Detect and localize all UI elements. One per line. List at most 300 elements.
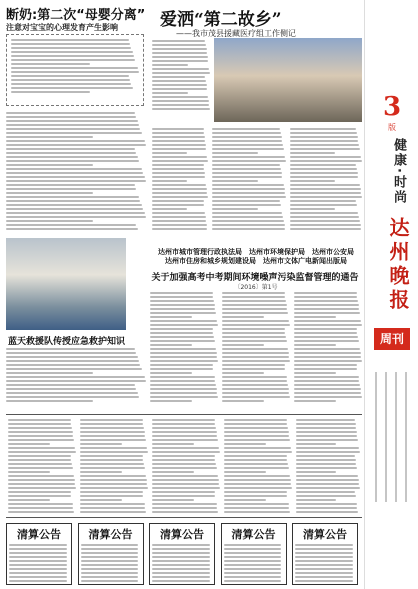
text-line-placeholder — [8, 455, 71, 457]
text-line-placeholder — [9, 556, 67, 558]
text-line-placeholder — [6, 200, 140, 202]
text-line-placeholder — [6, 380, 146, 382]
text-line-placeholder — [152, 552, 210, 554]
text-line-placeholder — [224, 459, 287, 461]
text-line-placeholder — [224, 568, 282, 570]
text-line-placeholder — [224, 503, 289, 505]
text-line-placeholder — [222, 304, 287, 306]
text-line-placeholder — [152, 548, 210, 550]
text-line-placeholder — [222, 368, 285, 370]
text-line-placeholder — [8, 495, 71, 497]
text-line-placeholder — [6, 204, 142, 206]
text-line-placeholder — [212, 200, 280, 202]
text-line-placeholder — [11, 55, 134, 57]
text-line-placeholder — [222, 376, 287, 378]
text-line-placeholder — [152, 196, 208, 198]
text-line-placeholder — [152, 483, 219, 485]
text-line-placeholder — [6, 152, 136, 154]
text-line-placeholder — [296, 423, 356, 425]
text-line-placeholder — [290, 212, 358, 214]
text-line-placeholder — [224, 463, 288, 465]
text-line-placeholder — [81, 580, 139, 582]
text-line-placeholder — [222, 332, 285, 334]
text-line-placeholder — [6, 352, 136, 354]
text-line-placeholder — [294, 312, 360, 314]
text-line-placeholder — [224, 431, 289, 433]
text-line-placeholder — [152, 64, 188, 66]
text-line-placeholder — [222, 360, 290, 362]
text-line-placeholder — [11, 51, 133, 53]
clearing-notice-title: 清算公告 — [303, 528, 347, 541]
text-line-placeholder — [224, 544, 282, 546]
text-line-placeholder — [290, 152, 335, 154]
text-line-placeholder — [296, 439, 358, 441]
text-line-placeholder — [152, 471, 194, 473]
text-line-placeholder — [9, 564, 67, 566]
text-line-placeholder — [152, 136, 205, 138]
text-line-placeholder — [8, 427, 72, 429]
text-line-placeholder — [152, 128, 204, 130]
text-line-placeholder — [8, 447, 75, 449]
text-line-placeholder — [6, 120, 138, 122]
text-line-placeholder — [294, 360, 362, 362]
text-line-placeholder — [150, 400, 192, 402]
text-line-placeholder — [80, 443, 122, 445]
text-line-placeholder — [296, 435, 357, 437]
text-line-placeholder — [152, 204, 204, 206]
body-text-placeholder — [9, 544, 69, 585]
text-line-placeholder — [294, 316, 336, 318]
body-text-placeholder — [222, 292, 290, 404]
text-line-placeholder — [224, 439, 290, 441]
text-line-placeholder — [150, 352, 217, 354]
feature-photo — [214, 38, 362, 122]
text-line-placeholder — [212, 168, 281, 170]
text-line-placeholder — [80, 419, 143, 421]
text-line-placeholder — [150, 360, 218, 362]
text-line-placeholder — [290, 136, 358, 138]
text-line-placeholder — [222, 396, 290, 398]
text-line-placeholder — [294, 292, 357, 294]
text-line-placeholder — [8, 443, 50, 445]
text-line-placeholder — [6, 184, 135, 186]
text-line-placeholder — [296, 447, 359, 449]
text-line-placeholder — [212, 180, 258, 182]
text-line-placeholder — [150, 348, 216, 350]
feature-col-3 — [290, 128, 362, 236]
rescue-team-photo — [6, 238, 126, 330]
text-line-placeholder — [152, 180, 187, 182]
text-line-placeholder — [6, 180, 146, 182]
text-line-placeholder — [6, 220, 93, 222]
notice-col-1 — [150, 292, 218, 408]
text-line-placeholder — [290, 196, 362, 198]
text-line-placeholder — [295, 564, 353, 566]
text-line-placeholder — [222, 392, 289, 394]
text-line-placeholder — [80, 455, 143, 457]
text-line-placeholder — [212, 188, 285, 190]
text-line-placeholder — [295, 556, 353, 558]
text-line-placeholder — [6, 216, 146, 218]
text-line-placeholder — [222, 400, 264, 402]
text-line-placeholder — [294, 364, 357, 366]
text-line-placeholder — [290, 208, 335, 210]
text-line-placeholder — [150, 384, 216, 386]
classified-col-5 — [296, 419, 360, 515]
text-line-placeholder — [296, 503, 357, 505]
text-line-placeholder — [152, 459, 215, 461]
text-line-placeholder — [6, 164, 93, 166]
text-line-placeholder — [6, 212, 145, 214]
text-line-placeholder — [152, 80, 206, 82]
text-line-placeholder — [224, 467, 289, 469]
text-line-placeholder — [152, 76, 205, 78]
text-line-placeholder — [152, 208, 187, 210]
text-line-placeholder — [222, 328, 285, 330]
body-text-placeholder — [6, 348, 146, 404]
body-text-placeholder — [81, 544, 141, 585]
text-line-placeholder — [222, 320, 289, 322]
clearing-notice-title: 清算公告 — [231, 528, 276, 541]
text-line-placeholder — [8, 475, 74, 477]
text-line-placeholder — [152, 44, 206, 46]
text-line-placeholder — [222, 348, 288, 350]
text-line-placeholder — [224, 495, 287, 497]
text-line-placeholder — [212, 216, 283, 218]
text-line-placeholder — [294, 352, 361, 354]
body-text-placeholder — [8, 419, 76, 515]
text-line-placeholder — [212, 208, 258, 210]
text-line-placeholder — [9, 544, 67, 546]
text-line-placeholder — [80, 475, 146, 477]
text-line-placeholder — [296, 483, 359, 485]
text-line-placeholder — [296, 499, 336, 501]
text-line-placeholder — [212, 184, 284, 186]
text-line-placeholder — [212, 152, 258, 154]
text-line-placeholder — [80, 487, 148, 489]
text-line-placeholder — [150, 320, 217, 322]
text-line-placeholder — [296, 431, 357, 433]
text-line-placeholder — [6, 132, 142, 134]
text-line-placeholder — [224, 584, 257, 585]
classified-col-4 — [224, 419, 292, 515]
text-line-placeholder — [290, 172, 358, 174]
text-line-placeholder — [296, 419, 355, 421]
body-text-placeholder — [290, 128, 362, 232]
text-line-placeholder — [152, 584, 185, 585]
text-line-placeholder — [80, 431, 145, 433]
text-line-placeholder — [150, 392, 217, 394]
text-line-placeholder — [224, 427, 288, 429]
text-line-placeholder — [9, 568, 67, 570]
text-line-placeholder — [294, 380, 359, 382]
section-tag: 周刊 — [374, 328, 410, 350]
text-line-placeholder — [375, 372, 377, 502]
rescue-article-body — [6, 348, 146, 408]
text-line-placeholder — [224, 548, 282, 550]
text-line-placeholder — [6, 224, 136, 226]
text-line-placeholder — [212, 196, 286, 198]
text-line-placeholder — [150, 296, 213, 298]
text-line-placeholder — [11, 71, 139, 73]
masthead — [364, 0, 418, 589]
text-line-placeholder — [290, 148, 360, 150]
text-line-placeholder — [80, 451, 148, 453]
text-line-placeholder — [152, 212, 205, 214]
text-line-placeholder — [152, 479, 219, 481]
text-line-placeholder — [224, 483, 291, 485]
text-line-placeholder — [6, 348, 135, 350]
feature-col-2 — [212, 128, 286, 236]
text-line-placeholder — [290, 204, 357, 206]
body-text-placeholder — [224, 419, 292, 515]
text-line-placeholder — [294, 384, 360, 386]
text-line-placeholder — [290, 176, 358, 178]
intro-text-placeholder — [11, 39, 139, 95]
text-line-placeholder — [8, 435, 73, 437]
notice-col-3 — [294, 292, 362, 408]
text-line-placeholder — [295, 572, 353, 574]
rescue-article-title: 蓝天救援队传授应急救护知识 — [8, 337, 126, 347]
text-line-placeholder — [152, 556, 210, 558]
text-line-placeholder — [290, 180, 335, 182]
text-line-placeholder — [80, 435, 145, 437]
text-line-placeholder — [152, 68, 209, 70]
text-line-placeholder — [6, 128, 140, 130]
text-line-placeholder — [224, 491, 287, 493]
text-line-placeholder — [8, 499, 50, 501]
text-line-placeholder — [81, 544, 139, 546]
clearing-notice-title: 清算公告 — [160, 528, 204, 541]
text-line-placeholder — [294, 368, 357, 370]
text-line-placeholder — [295, 544, 353, 546]
text-line-placeholder — [152, 144, 206, 146]
text-line-placeholder — [222, 296, 285, 298]
text-line-placeholder — [152, 100, 209, 102]
text-line-placeholder — [296, 495, 356, 497]
text-line-placeholder — [212, 224, 285, 226]
text-line-placeholder — [152, 455, 215, 457]
text-line-placeholder — [9, 584, 42, 585]
text-line-placeholder — [150, 388, 217, 390]
text-line-placeholder — [224, 576, 282, 578]
text-line-placeholder — [150, 312, 216, 314]
text-line-placeholder — [224, 443, 266, 445]
text-line-placeholder — [152, 96, 208, 98]
text-line-placeholder — [152, 564, 210, 566]
text-line-placeholder — [6, 160, 139, 162]
text-line-placeholder — [152, 88, 207, 90]
text-line-placeholder — [385, 372, 387, 502]
text-line-placeholder — [224, 552, 282, 554]
text-line-placeholder — [222, 312, 288, 314]
text-line-placeholder — [294, 328, 357, 330]
text-line-placeholder — [290, 228, 361, 230]
text-line-placeholder — [11, 47, 131, 49]
text-line-placeholder — [8, 439, 74, 441]
text-line-placeholder — [152, 580, 210, 582]
text-line-placeholder — [6, 136, 93, 138]
text-line-placeholder — [152, 467, 217, 469]
text-line-placeholder — [6, 112, 135, 114]
text-line-placeholder — [150, 328, 213, 330]
text-line-placeholder — [6, 356, 138, 358]
text-line-placeholder — [152, 216, 206, 218]
text-line-placeholder — [81, 564, 139, 566]
text-line-placeholder — [11, 83, 131, 85]
article-body-weaning — [6, 112, 146, 232]
text-line-placeholder — [80, 471, 122, 473]
text-line-placeholder — [224, 487, 292, 489]
text-line-placeholder — [152, 192, 207, 194]
text-line-placeholder — [294, 300, 358, 302]
body-text-placeholder — [152, 419, 220, 515]
text-line-placeholder — [11, 91, 90, 93]
text-line-placeholder — [290, 164, 356, 166]
text-line-placeholder — [6, 376, 145, 378]
text-line-placeholder — [6, 400, 93, 402]
text-line-placeholder — [295, 576, 353, 578]
text-line-placeholder — [150, 304, 215, 306]
body-text-placeholder — [294, 292, 362, 404]
text-line-placeholder — [152, 499, 194, 501]
text-line-placeholder — [152, 463, 216, 465]
text-line-placeholder — [6, 192, 93, 194]
text-line-placeholder — [295, 552, 353, 554]
text-line-placeholder — [150, 340, 215, 342]
text-line-placeholder — [80, 459, 143, 461]
text-line-placeholder — [224, 451, 292, 453]
text-line-placeholder — [9, 552, 67, 554]
text-line-placeholder — [9, 560, 67, 562]
feature-col-1 — [152, 128, 208, 236]
text-line-placeholder — [152, 228, 207, 230]
text-line-placeholder — [152, 220, 206, 222]
notice-title: 关于加强高考中考期间环境噪声污染监督管理的通告 — [151, 273, 359, 283]
text-line-placeholder — [222, 324, 290, 326]
text-line-placeholder — [81, 548, 139, 550]
text-line-placeholder — [212, 220, 284, 222]
text-line-placeholder — [81, 576, 139, 578]
text-line-placeholder — [294, 308, 359, 310]
text-line-placeholder — [150, 380, 215, 382]
text-line-placeholder — [152, 544, 210, 546]
text-line-placeholder — [290, 132, 357, 134]
text-line-placeholder — [11, 75, 129, 77]
text-line-placeholder — [150, 324, 218, 326]
text-line-placeholder — [80, 499, 122, 501]
text-line-placeholder — [224, 564, 282, 566]
text-line-placeholder — [80, 463, 144, 465]
notice-number: 〔2016〕第1号 — [234, 284, 278, 291]
feature-intro — [152, 40, 210, 120]
feature-subtitle: ——我市茂县援藏医疗组工作侧记 — [176, 29, 296, 38]
text-line-placeholder — [6, 168, 142, 170]
text-line-placeholder — [80, 483, 147, 485]
body-text-placeholder — [224, 544, 284, 585]
text-line-placeholder — [290, 184, 360, 186]
text-line-placeholder — [290, 188, 361, 190]
text-line-placeholder — [212, 148, 284, 150]
text-line-placeholder — [6, 372, 93, 374]
text-line-placeholder — [152, 572, 210, 574]
notice-col-2 — [222, 292, 290, 408]
text-line-placeholder — [224, 499, 266, 501]
text-line-placeholder — [296, 475, 358, 477]
text-line-placeholder — [152, 443, 194, 445]
text-line-placeholder — [295, 560, 353, 562]
text-line-placeholder — [6, 172, 143, 174]
classifieds-area — [6, 414, 362, 518]
text-line-placeholder — [150, 364, 213, 366]
text-line-placeholder — [150, 292, 213, 294]
clearing-notice-box — [149, 523, 215, 585]
text-line-placeholder — [212, 140, 282, 142]
text-line-placeholder — [8, 467, 73, 469]
text-line-placeholder — [290, 140, 358, 142]
text-line-placeholder — [296, 455, 355, 457]
text-line-placeholder — [222, 384, 288, 386]
text-line-placeholder — [6, 176, 145, 178]
text-line-placeholder — [8, 451, 76, 453]
text-line-placeholder — [296, 463, 356, 465]
text-line-placeholder — [222, 364, 285, 366]
text-line-placeholder — [152, 48, 207, 50]
text-line-placeholder — [80, 479, 147, 481]
body-text-placeholder — [295, 544, 355, 585]
text-line-placeholder — [152, 435, 217, 437]
text-line-placeholder — [6, 140, 145, 142]
text-line-placeholder — [8, 419, 71, 421]
text-line-placeholder — [8, 511, 74, 513]
text-line-placeholder — [80, 503, 145, 505]
text-line-placeholder — [294, 396, 362, 398]
text-line-placeholder — [152, 507, 217, 509]
body-text-placeholder — [80, 419, 148, 515]
classified-col-3 — [152, 419, 220, 515]
text-line-placeholder — [6, 156, 138, 158]
text-line-placeholder — [212, 172, 282, 174]
text-line-placeholder — [152, 427, 216, 429]
text-line-placeholder — [150, 300, 214, 302]
text-line-placeholder — [212, 136, 282, 138]
text-line-placeholder — [152, 431, 217, 433]
text-line-placeholder — [224, 475, 290, 477]
text-line-placeholder — [294, 324, 362, 326]
text-line-placeholder — [224, 435, 289, 437]
text-line-placeholder — [150, 356, 217, 358]
text-line-placeholder — [8, 487, 76, 489]
notice-issuers-line-1: 达州市城市管理行政执法局 达州市环境保护局 达州市公安局 — [158, 248, 354, 256]
text-line-placeholder — [6, 116, 136, 118]
text-line-placeholder — [81, 572, 139, 574]
text-line-placeholder — [290, 216, 359, 218]
text-line-placeholder — [152, 423, 215, 425]
text-line-placeholder — [290, 156, 361, 158]
text-line-placeholder — [152, 176, 205, 178]
text-line-placeholder — [290, 224, 361, 226]
text-line-placeholder — [80, 511, 146, 513]
text-line-placeholder — [222, 352, 289, 354]
text-line-placeholder — [8, 491, 71, 493]
text-line-placeholder — [150, 396, 218, 398]
text-line-placeholder — [152, 491, 215, 493]
text-line-placeholder — [222, 388, 289, 390]
text-line-placeholder — [8, 507, 73, 509]
text-line-placeholder — [81, 556, 139, 558]
text-line-placeholder — [8, 431, 73, 433]
text-line-placeholder — [152, 172, 205, 174]
